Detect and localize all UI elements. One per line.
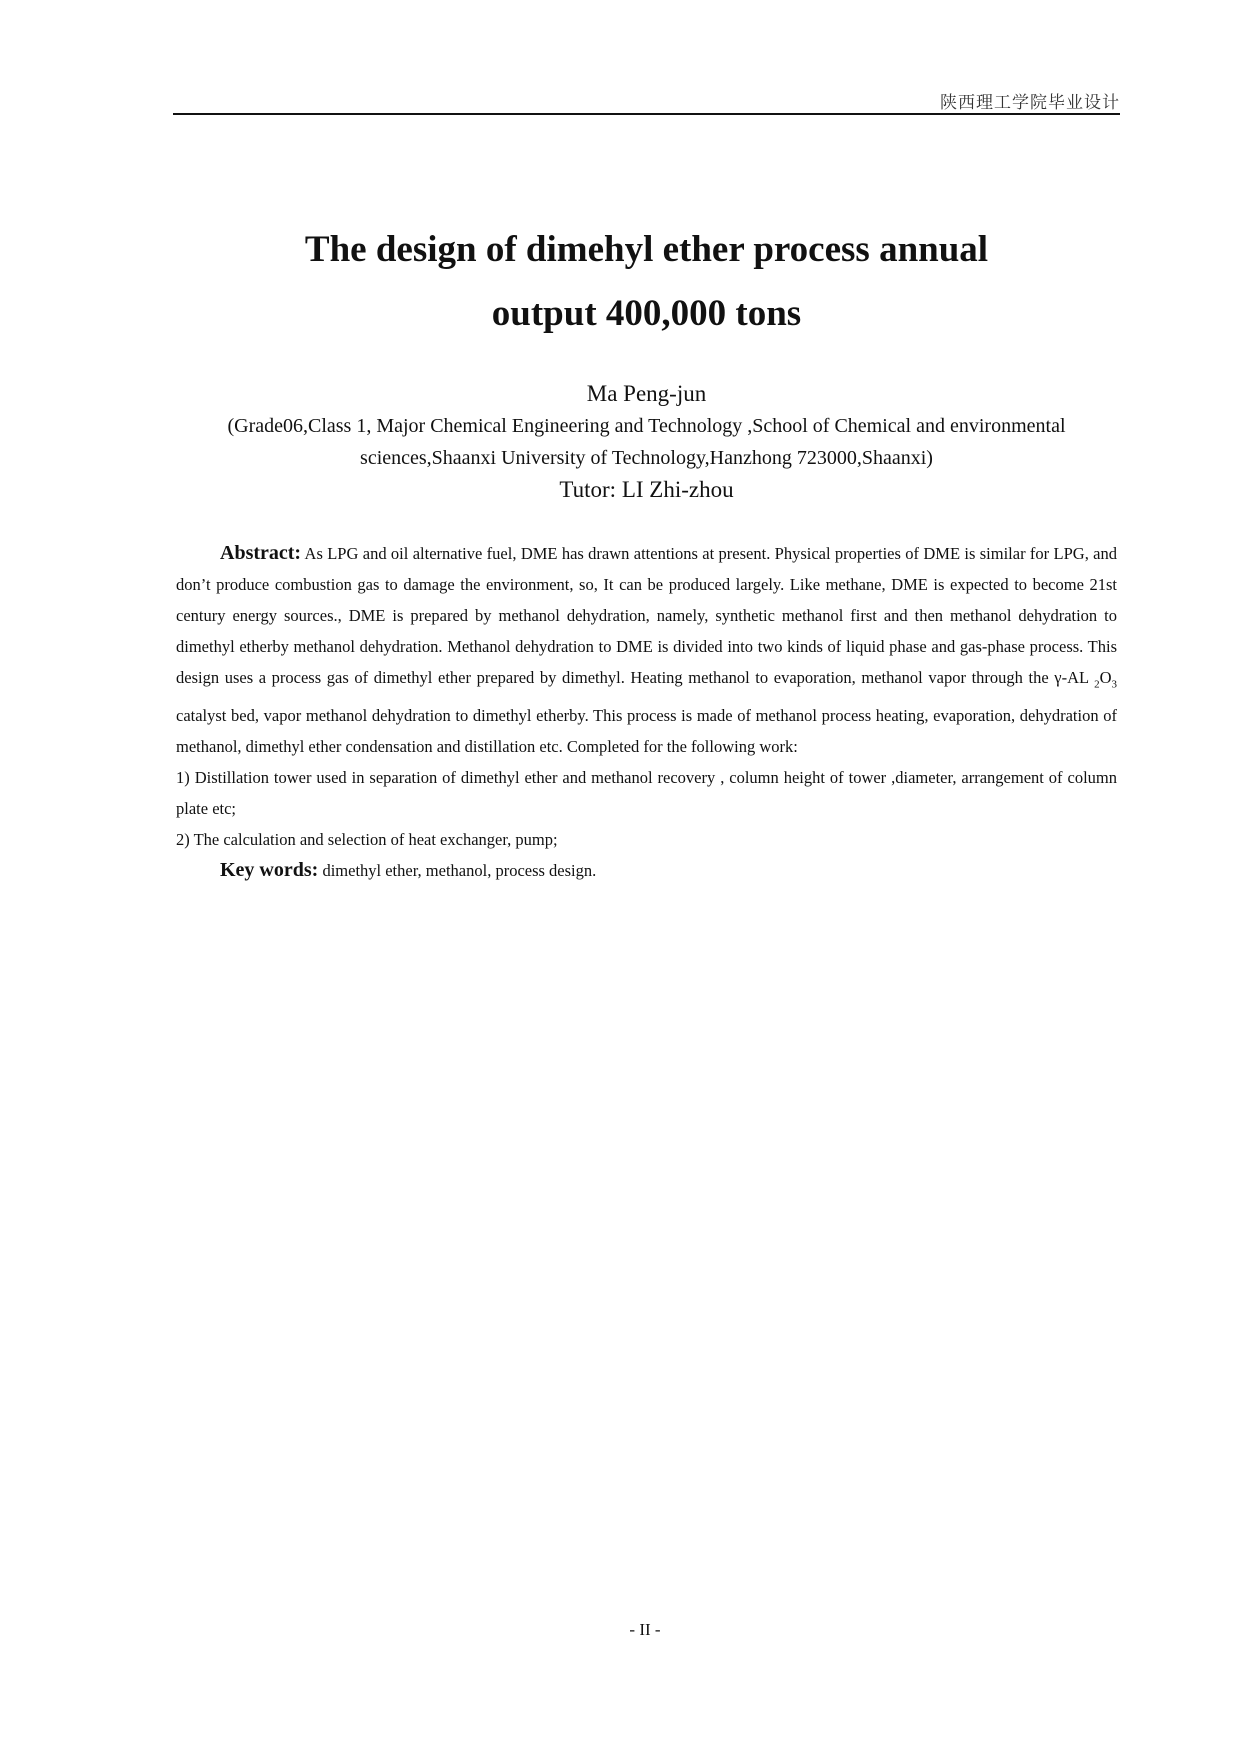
work-item-1: 1) Distillation tower used in separation of dimethyl ether and methanol recovery , column height of tower ,diameter, arrangement of column plate etc; [176,768,1117,819]
abstract-section [176,538,1117,886]
paper-title [173,218,1120,346]
subscript-3: 3 [1111,678,1117,691]
title-line-2: output 400,000 tons [491,293,802,334]
subscript-2: 2 [1094,678,1100,691]
abstract-text-3: catalyst bed, vapor methanol dehydration to dimethyl etherby. This process is made of methanol process heating, evaporation, dehydration of methanol, dimethyl ether condensation and distillation etc. Completed for the following work: [176,706,1117,757]
keywords-text: dimethyl ether, methanol, process design. [318,861,597,881]
abstract-text-1: As LPG and oil alternative fuel, DME has drawn attentions at present. Physical properties of DME is similar for LPG, and don’t produce combustion gas to damage the environment, so, It can be produced largely. Like methane, DME is expected to become 21st century energy sources., DME is prepared by methanol dehydration, namely, synthetic methanol first and then methanol dehydration to dimethyl etherby methanol dehydration. Methanol dehydration to DME is divided into two kinds of liquid phase and gas-phase process. This design uses a process gas of dimethyl ether prepared by dimethyl. Heating methanol to evaporation, methanol vapor through the γ-AL [176,544,1117,687]
work-item-2: 2) The calculation and selection of heat exchanger, pump; [176,830,558,850]
title-line-1: The design of dimehyl ether process annual [304,229,989,270]
author-block [173,378,1120,506]
abstract-paragraph [176,538,1117,762]
abstract-text-2: O [1099,668,1112,687]
tutor-name: Tutor: LI Zhi-zhou [559,477,734,502]
affiliation-line-1: (Grade06,Class 1, Major Chemical Engineering and Technology ,School of Chemical and environmental [227,415,1066,437]
running-header: 陕西理工学院毕业设计 [940,93,1120,113]
abstract-label: Abstract: [220,542,302,564]
author-name: Ma Peng-jun [586,381,707,406]
keywords-label: Key words: [220,859,319,882]
affiliation-line-2: sciences,Shaanxi University of Technology,Hanzhong 723000,Shaanxi) [360,447,933,469]
header-divider [173,113,1120,115]
keywords-paragraph [176,855,1117,886]
page-number: - II - [629,1620,661,1639]
